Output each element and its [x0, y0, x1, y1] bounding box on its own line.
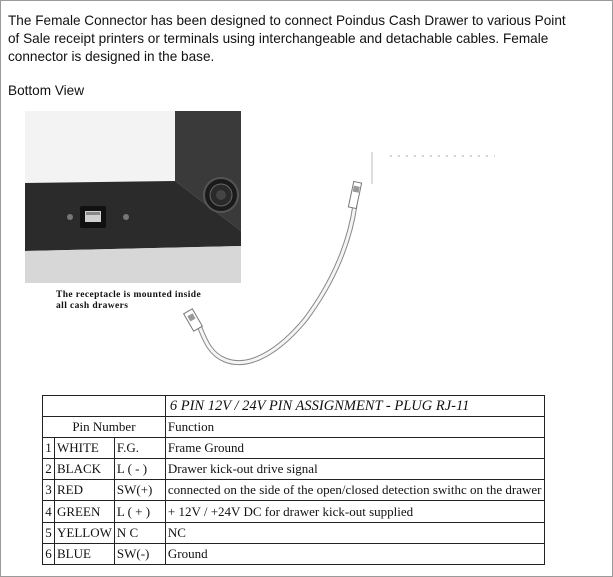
signal-name: SW(+): [114, 480, 165, 501]
pin-number: 4: [43, 501, 55, 522]
pin-assignment-table: [42, 395, 545, 565]
table-title-row: [43, 396, 545, 417]
wire-color: GREEN: [55, 501, 115, 522]
column-header-function: Function: [165, 417, 544, 438]
section-heading-bottom-view: Bottom View: [8, 83, 85, 98]
table-row: [43, 459, 545, 480]
table-row: [43, 480, 545, 501]
pin-function: + 12V / +24V DC for drawer kick-out supplied: [165, 501, 544, 522]
pin-number: 1: [43, 438, 55, 459]
table-title-spacer: [43, 396, 166, 417]
photo-caption-line1: The receptacle is mounted inside: [56, 290, 202, 300]
signal-name: N C: [114, 522, 165, 543]
signal-name: F.G.: [114, 438, 165, 459]
pin-function: connected on the side of the open/closed detection swithc on the drawer: [165, 480, 544, 501]
table-title: 6 PIN 12V / 24V PIN ASSIGNMENT - PLUG RJ-11: [165, 396, 544, 417]
wire-color: RED: [55, 480, 115, 501]
rj11-cable-image: [170, 150, 420, 380]
wire-color: BLUE: [55, 543, 115, 564]
wire-color: YELLOW: [55, 522, 115, 543]
table-row: [43, 543, 545, 564]
pin-function: Frame Ground: [165, 438, 544, 459]
signal-name: L ( + ): [114, 501, 165, 522]
signal-name: L ( - ): [114, 459, 165, 480]
wire-color: WHITE: [55, 438, 115, 459]
pin-function: Drawer kick-out drive signal: [165, 459, 544, 480]
signal-name: SW(-): [114, 543, 165, 564]
photo-caption-line2: all cash drawers: [56, 301, 129, 311]
pin-number: 2: [43, 459, 55, 480]
pin-function: NC: [165, 522, 544, 543]
table-row: [43, 438, 545, 459]
intro-paragraph: The Female Connector has been designed to connect Poindus Cash Drawer to various Point of Sale receipt printers or terminals using interchangeable and detachable cables. Female connector is designed in the base.: [8, 13, 566, 64]
table-row: [43, 501, 545, 522]
column-header-pin-number: Pin Number: [43, 417, 166, 438]
table-row: [43, 522, 545, 543]
table-header-row: [43, 417, 545, 438]
pin-number: 6: [43, 543, 55, 564]
pin-number: 5: [43, 522, 55, 543]
pin-number: 3: [43, 480, 55, 501]
pin-function: Ground: [165, 543, 544, 564]
wire-color: BLACK: [55, 459, 115, 480]
